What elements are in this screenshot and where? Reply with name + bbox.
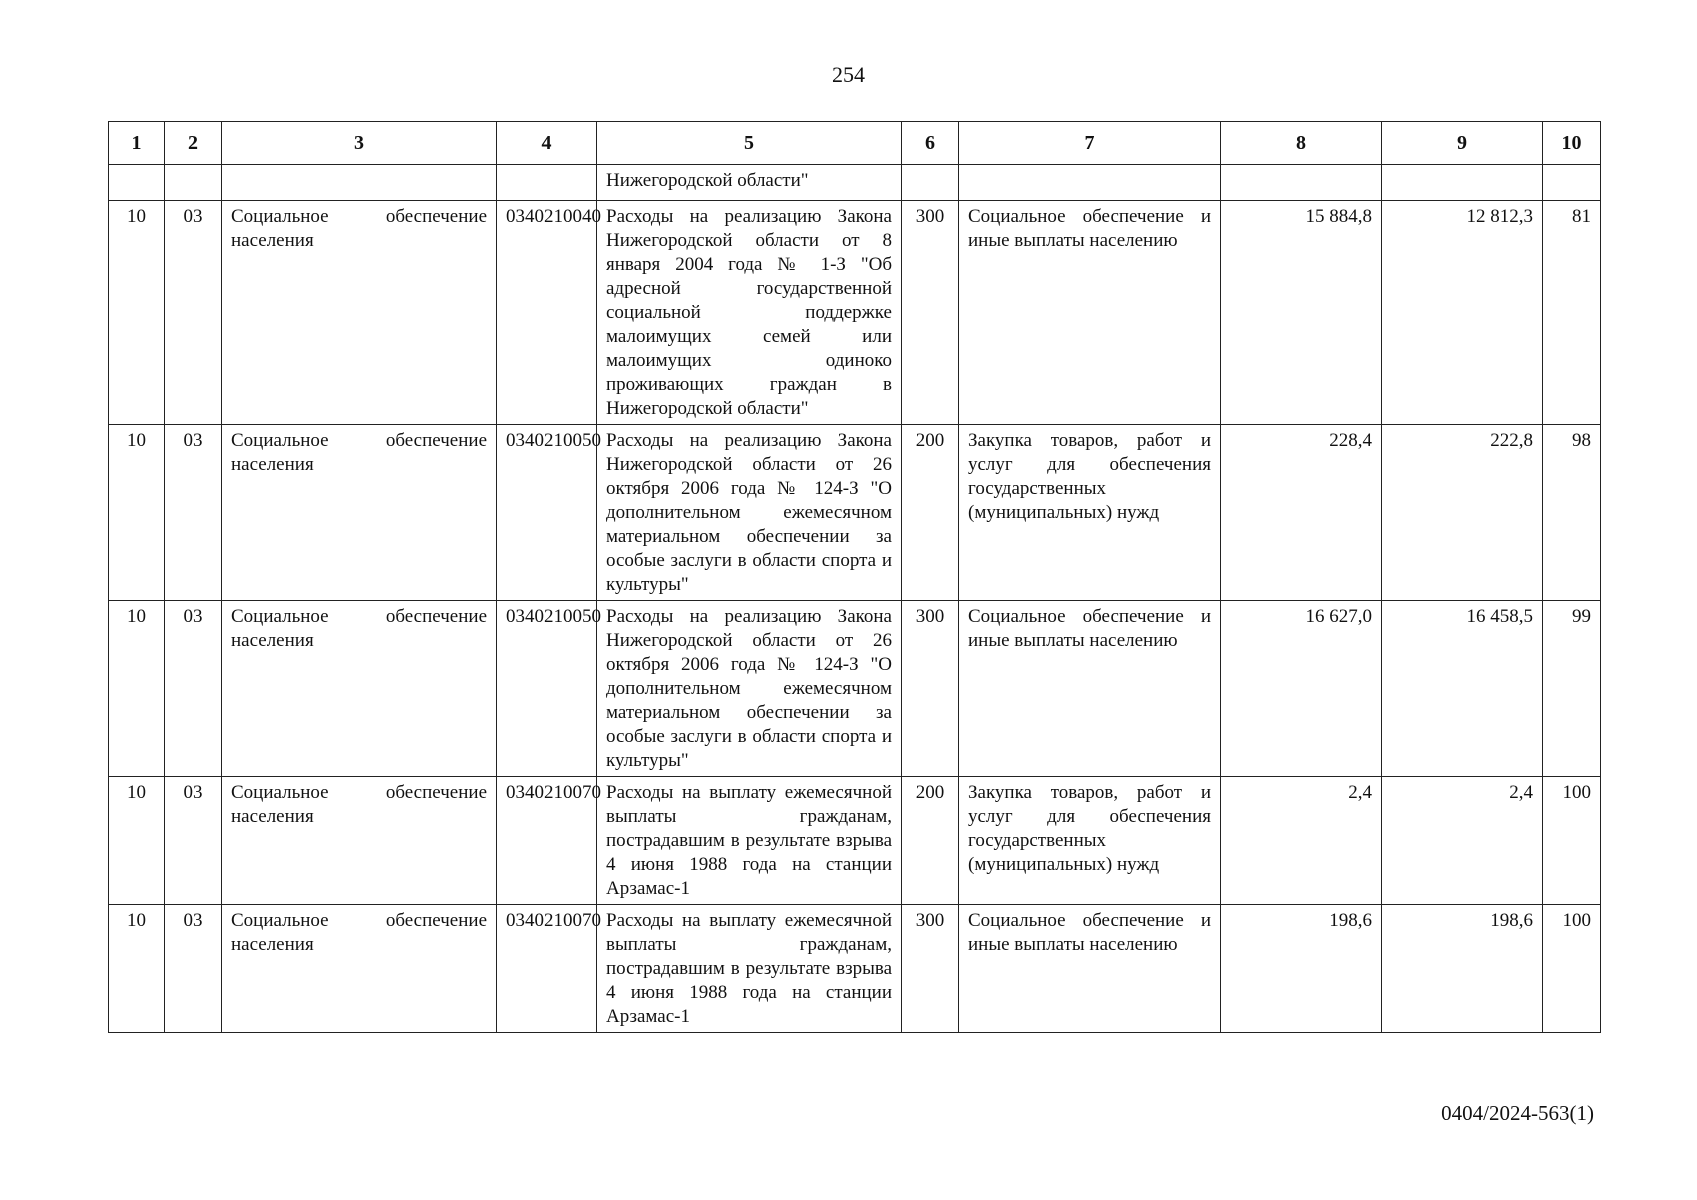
cell-target-code: 0340210040 <box>497 201 597 425</box>
cell-section: 10 <box>109 601 165 777</box>
cell-actual: 16 458,5 <box>1382 601 1543 777</box>
cell-actual: 12 812,3 <box>1382 201 1543 425</box>
page-number: 254 <box>832 62 865 87</box>
cell-planned: 15 884,8 <box>1221 201 1382 425</box>
header-col-6: 6 <box>902 122 959 165</box>
table-row <box>109 601 1601 777</box>
cell-planned: 2,4 <box>1221 777 1382 905</box>
table-row <box>109 201 1601 425</box>
cell-target-code: 0340210050 <box>497 601 597 777</box>
cell-target-code: 0340210050 <box>497 425 597 601</box>
cell-expense-type: 200 <box>902 777 959 905</box>
header-row <box>109 122 1601 165</box>
header-col-7: 7 <box>959 122 1221 165</box>
cell-section: 10 <box>109 777 165 905</box>
cell-description: Расходы на реализацию Закона Нижегородской области от 8 января 2004 года № 1-З "Об адресной государственной социальной поддержке малоимущих семей или малоимущих одиноко проживающих граждан в Нижегородской области" <box>597 201 902 425</box>
cell-empty <box>497 165 597 201</box>
cell-description: Расходы на реализацию Закона Нижегородской области от 26 октября 2006 года № 124-З "О дополнительном ежемесячном материальном обеспечении за особые заслуги в области спорта и культуры" <box>597 601 902 777</box>
cell-subsection: 03 <box>165 905 222 1033</box>
cell-empty <box>1221 165 1382 201</box>
cell-subsection: 03 <box>165 777 222 905</box>
cell-subsection-name: Социальное обеспечение населения <box>222 425 497 601</box>
cell-percent: 100 <box>1543 777 1601 905</box>
cell-target-code: 0340210070 <box>497 905 597 1033</box>
cell-subsection-name: Социальное обеспечение населения <box>222 777 497 905</box>
header-col-2: 2 <box>165 122 222 165</box>
cell-section: 10 <box>109 201 165 425</box>
header-col-9: 9 <box>1382 122 1543 165</box>
document-id: 0404/2024-563(1) <box>1441 1101 1594 1125</box>
cell-planned: 16 627,0 <box>1221 601 1382 777</box>
cell-empty <box>1382 165 1543 201</box>
cell-subsection-name: Социальное обеспечение населения <box>222 601 497 777</box>
cell-expense-type-name: Социальное обеспечение и иные выплаты населению <box>959 601 1221 777</box>
continuation-row <box>109 165 1601 201</box>
cell-planned: 228,4 <box>1221 425 1382 601</box>
cell-expense-type-name: Социальное обеспечение и иные выплаты населению <box>959 201 1221 425</box>
cell-subsection: 03 <box>165 425 222 601</box>
cell-empty <box>959 165 1221 201</box>
cell-actual: 222,8 <box>1382 425 1543 601</box>
cell-empty <box>222 165 497 201</box>
cell-empty <box>902 165 959 201</box>
table-header <box>109 122 1601 165</box>
cell-subsection: 03 <box>165 601 222 777</box>
cell-description: Нижегородской области" <box>597 165 902 201</box>
cell-description: Расходы на выплату ежемесячной выплаты гражданам, пострадавшим в результате взрыва 4 июня 1988 года на станции Арзамас-1 <box>597 905 902 1033</box>
cell-expense-type-name: Закупка товаров, работ и услуг для обеспечения государственных (муниципальных) нужд <box>959 425 1221 601</box>
cell-empty <box>165 165 222 201</box>
cell-subsection-name: Социальное обеспечение населения <box>222 201 497 425</box>
header-col-5: 5 <box>597 122 902 165</box>
cell-subsection-name: Социальное обеспечение населения <box>222 905 497 1033</box>
header-col-3: 3 <box>222 122 497 165</box>
cell-description: Расходы на выплату ежемесячной выплаты гражданам, пострадавшим в результате взрыва 4 июня 1988 года на станции Арзамас-1 <box>597 777 902 905</box>
header-col-1: 1 <box>109 122 165 165</box>
header-col-4: 4 <box>497 122 597 165</box>
table-row <box>109 425 1601 601</box>
budget-table <box>108 121 1601 1033</box>
cell-empty <box>1543 165 1601 201</box>
cell-expense-type-name: Закупка товаров, работ и услуг для обеспечения государственных (муниципальных) нужд <box>959 777 1221 905</box>
cell-target-code: 0340210070 <box>497 777 597 905</box>
cell-actual: 2,4 <box>1382 777 1543 905</box>
cell-percent: 99 <box>1543 601 1601 777</box>
header-col-8: 8 <box>1221 122 1382 165</box>
cell-planned: 198,6 <box>1221 905 1382 1033</box>
cell-section: 10 <box>109 905 165 1033</box>
cell-subsection: 03 <box>165 201 222 425</box>
header-col-10: 10 <box>1543 122 1601 165</box>
cell-expense-type: 300 <box>902 201 959 425</box>
cell-expense-type-name: Социальное обеспечение и иные выплаты населению <box>959 905 1221 1033</box>
cell-empty <box>109 165 165 201</box>
cell-expense-type: 300 <box>902 905 959 1033</box>
cell-actual: 198,6 <box>1382 905 1543 1033</box>
cell-percent: 100 <box>1543 905 1601 1033</box>
table-row <box>109 905 1601 1033</box>
cell-percent: 98 <box>1543 425 1601 601</box>
cell-expense-type: 300 <box>902 601 959 777</box>
cell-section: 10 <box>109 425 165 601</box>
cell-description: Расходы на реализацию Закона Нижегородской области от 26 октября 2006 года № 124-З "О дополнительном ежемесячном материальном обеспечении за особые заслуги в области спорта и культуры" <box>597 425 902 601</box>
cell-percent: 81 <box>1543 201 1601 425</box>
table-row <box>109 777 1601 905</box>
table-body <box>109 165 1601 1033</box>
cell-expense-type: 200 <box>902 425 959 601</box>
